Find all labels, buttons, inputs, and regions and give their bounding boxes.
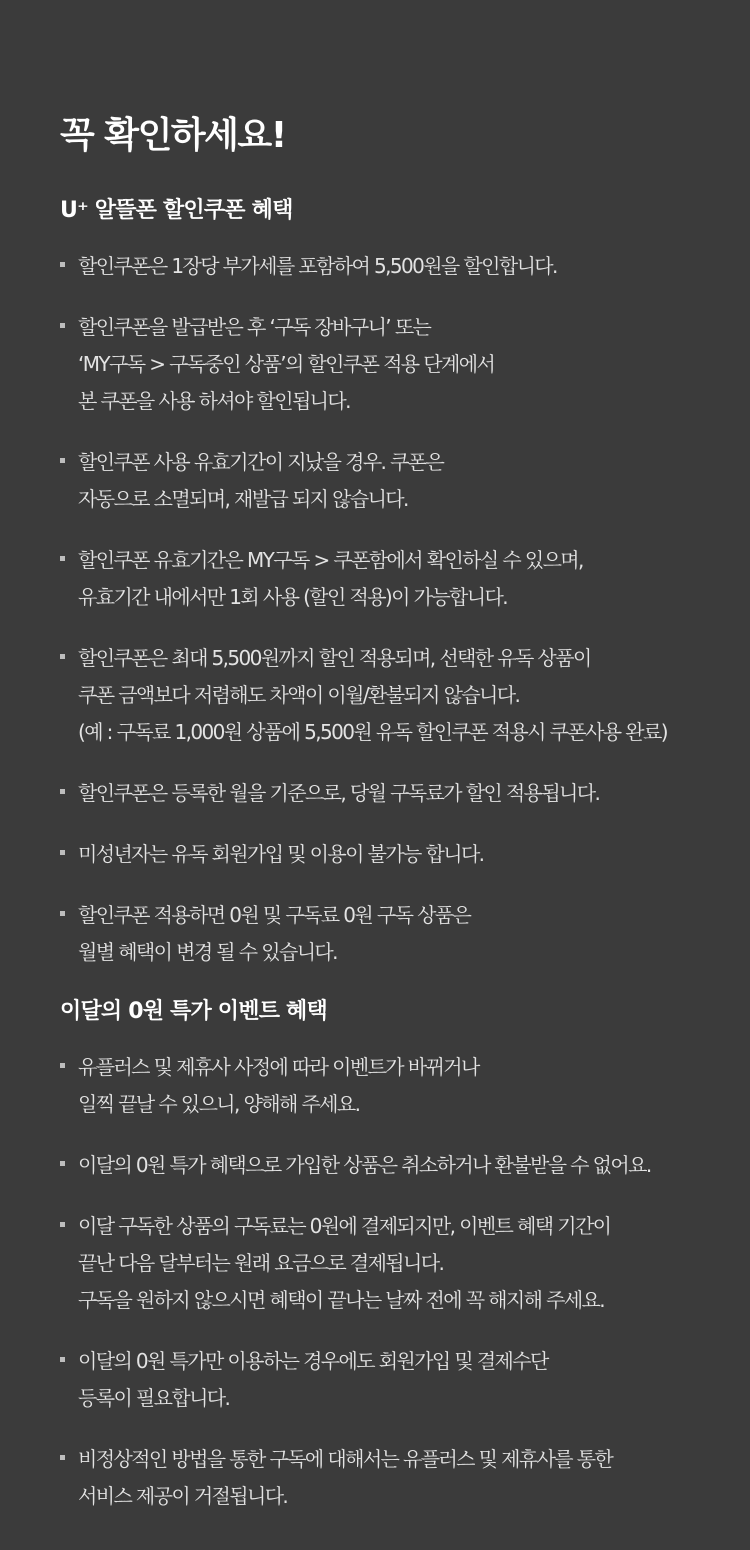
bullet-text-line: 이달 구독한 상품의 구독료는 0원에 결제되지만, 이벤트 혜택 기간이 — [78, 1214, 611, 1238]
list-item — [60, 1049, 714, 1123]
bullet-text-line: 일찍 끝날 수 있으니, 양해해 주세요. — [78, 1092, 360, 1116]
list-item — [60, 1441, 714, 1515]
bullet-square-icon — [60, 1161, 65, 1166]
bullet-text-line: 구독을 원하지 않으시면 혜택이 끝나는 날짜 전에 꼭 해지해 주세요. — [78, 1288, 605, 1312]
bullet-text-line: ‘MY구독 > 구독중인 상품’의 할인쿠폰 적용 단계에서 — [78, 352, 495, 376]
bullet-square-icon — [60, 1455, 65, 1460]
bullet-text-line: 끝난 다음 달부터는 원래 요금으로 결제됩니다. — [78, 1251, 444, 1275]
section-title: U⁺ 알뜰폰 할인쿠폰 혜택 — [60, 198, 293, 223]
bullet-square-icon — [60, 323, 65, 328]
list-item — [60, 444, 714, 518]
list-item — [60, 542, 714, 616]
bullet-text-line: 미성년자는 유독 회원가입 및 이용이 불가능 합니다. — [78, 842, 484, 866]
list-item — [60, 309, 714, 420]
notice-section — [60, 995, 714, 1515]
bullet-list — [60, 248, 714, 971]
bullet-square-icon — [60, 789, 65, 794]
bullet-text-line: 할인쿠폰 사용 유효기간이 지났을 경우. 쿠폰은 — [78, 450, 444, 474]
list-item — [60, 897, 714, 971]
bullet-text-line: 등록이 필요합니다. — [78, 1386, 230, 1410]
bullet-text-line: 이달의 0원 특가 혜택으로 가입한 상품은 취소하거나 환불받을 수 없어요. — [78, 1153, 651, 1177]
list-item — [60, 836, 714, 873]
bullet-text-line: 서비스 제공이 거절됩니다. — [78, 1484, 288, 1508]
list-item — [60, 775, 714, 812]
bullet-text-line: 본 쿠폰을 사용 하셔야 할인됩니다. — [78, 389, 350, 413]
notice-section — [60, 194, 714, 971]
list-item — [60, 1208, 714, 1319]
section-title: 이달의 0원 특가 이벤트 혜택 — [60, 999, 327, 1024]
list-item — [60, 1147, 714, 1184]
bullet-square-icon — [60, 911, 65, 916]
bullet-text-line: 비정상적인 방법을 통한 구독에 대해서는 유플러스 및 제휴사를 통한 — [78, 1447, 613, 1471]
bullet-text-line: 할인쿠폰은 최대 5,500원까지 할인 적용되며, 선택한 유독 상품이 — [78, 646, 591, 670]
bullet-text-line: 할인쿠폰 적용하면 0원 및 구독료 0원 구독 상품은 — [78, 903, 471, 927]
bullet-square-icon — [60, 1063, 65, 1068]
bullet-text-line: 할인쿠폰은 등록한 월을 기준으로, 당월 구독료가 할인 적용됩니다. — [78, 781, 600, 805]
page-title: 꼭 확인하세요! — [60, 115, 286, 156]
notice-sections — [60, 194, 714, 1515]
bullet-square-icon — [60, 1357, 65, 1362]
bullet-text-line: 할인쿠폰 유효기간은 MY구독 > 쿠폰함에서 확인하실 수 있으며, — [78, 548, 583, 572]
bullet-text-line: 이달의 0원 특가만 이용하는 경우에도 회원가입 및 결제수단 — [78, 1349, 548, 1373]
bullet-text-line: 유효기간 내에서만 1회 사용 (할인 적용)이 가능합니다. — [78, 585, 507, 609]
bullet-square-icon — [60, 1222, 65, 1227]
bullet-text-line: 할인쿠폰을 발급받은 후 ‘구독 장바구니’ 또는 — [78, 315, 431, 339]
list-item — [60, 248, 714, 285]
bullet-text-line: (예 : 구독료 1,000원 상품에 5,500원 유독 할인쿠폰 적용시 쿠폰사용 완료) — [78, 720, 667, 744]
bullet-square-icon — [60, 262, 65, 267]
bullet-text-line: 쿠폰 금액보다 저렴해도 차액이 이월/환불되지 않습니다. — [78, 683, 520, 707]
list-item — [60, 640, 714, 751]
bullet-square-icon — [60, 458, 65, 463]
bullet-square-icon — [60, 850, 65, 855]
list-item — [60, 1343, 714, 1417]
bullet-list — [60, 1049, 714, 1515]
bullet-square-icon — [60, 654, 65, 659]
bullet-text-line: 할인쿠폰은 1장당 부가세를 포함하여 5,500원을 할인합니다. — [78, 254, 557, 278]
bullet-square-icon — [60, 556, 65, 561]
bullet-text-line: 자동으로 소멸되며, 재발급 되지 않습니다. — [78, 487, 408, 511]
bullet-text-line: 월별 혜택이 변경 될 수 있습니다. — [78, 940, 337, 964]
bullet-text-line: 유플러스 및 제휴사 사정에 따라 이벤트가 바뀌거나 — [78, 1055, 479, 1079]
